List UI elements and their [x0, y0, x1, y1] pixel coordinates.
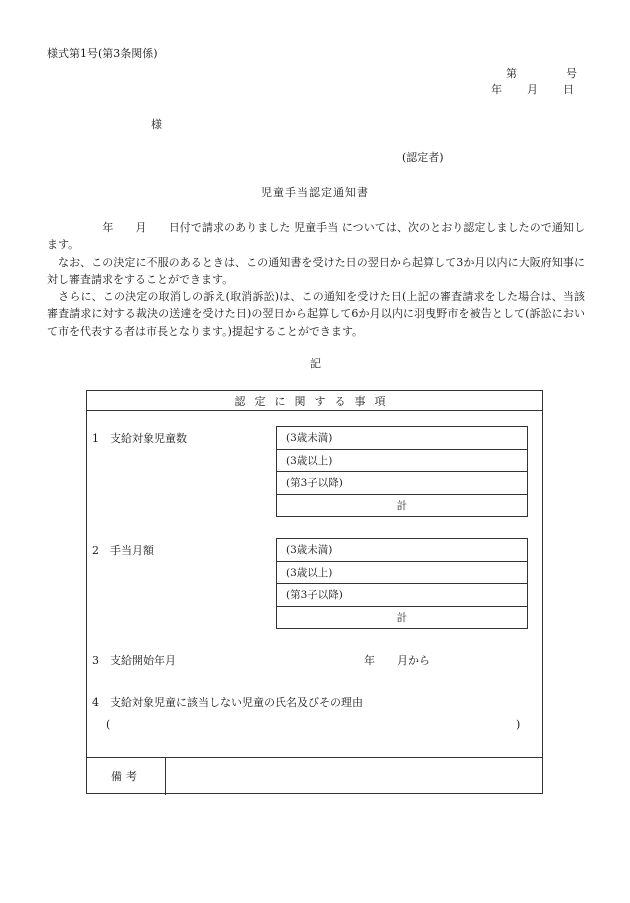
- item4-paren-open: (: [106, 718, 111, 731]
- item1-total: 計: [277, 494, 528, 517]
- item1-row-third-child: (第3子以降): [277, 472, 528, 495]
- certifier-label: (認定者): [402, 151, 444, 164]
- document-title: 児童手当認定通知書: [261, 186, 369, 199]
- item1-row-over3: (3歳以上): [277, 449, 528, 472]
- table-row: [277, 539, 528, 562]
- item1-label: 1 支給対象児童数: [92, 432, 187, 445]
- item2-row-over3: (3歳以上): [277, 561, 528, 584]
- table-row: [277, 449, 528, 472]
- box-title-row: [87, 391, 542, 411]
- addressee-suffix: 様: [151, 118, 162, 131]
- issue-number: 第 号: [506, 67, 578, 80]
- item2-row-under3: (3歳未満): [277, 539, 528, 562]
- item3-start-month: 年 月から: [364, 654, 430, 667]
- table-row: [277, 606, 528, 629]
- form-number: 様式第1号(第3条関係): [47, 47, 158, 60]
- table-row: [277, 427, 528, 450]
- table-row: [277, 472, 528, 495]
- body-paragraph-1: 年 月 日付で請求のありました 児童手当 については、次のとおり認定しましたので通知します。: [47, 221, 585, 252]
- item3-label: 3 支給開始年月: [92, 654, 176, 667]
- item2-row-third-child: (第3子以降): [277, 584, 528, 607]
- remarks-label: 備考: [87, 758, 166, 795]
- certification-details-box: [86, 390, 543, 794]
- body-paragraph-3: さらに、この決定の取消しの訴え(取消訴訟)は、この通知を受けた日(上記の審査請求をした場合は、当該審査請求に対する裁決の送達を受けた日)の翌日から起算して6か月以内に羽曳野市を被告として(訴訟において市を代表する者は市長となります。)提起することができます。: [47, 290, 585, 338]
- item1-row-under3: (3歳未満): [277, 427, 528, 450]
- item1-table: [276, 426, 528, 517]
- note-mark: 記: [310, 357, 321, 370]
- body-paragraph-2: なお、この決定に不服のあるときは、この通知書を受けた日の翌日から起算して3か月以内に大阪府知事に対し審査請求をすることができます。: [47, 256, 585, 287]
- item2-label: 2 手当月額: [92, 544, 154, 557]
- table-row: [277, 584, 528, 607]
- table-row: [277, 494, 528, 517]
- item2-table: [276, 538, 528, 629]
- item4-paren-close: ): [516, 718, 521, 731]
- item4-label: 4 支給対象児童に該当しない児童の氏名及びその理由: [92, 696, 363, 709]
- table-row: [277, 561, 528, 584]
- issue-date: 年 月 日: [491, 83, 575, 96]
- item2-total: 計: [277, 606, 528, 629]
- box-title: 認定に関する事項: [234, 395, 395, 408]
- remarks-row: [87, 757, 542, 795]
